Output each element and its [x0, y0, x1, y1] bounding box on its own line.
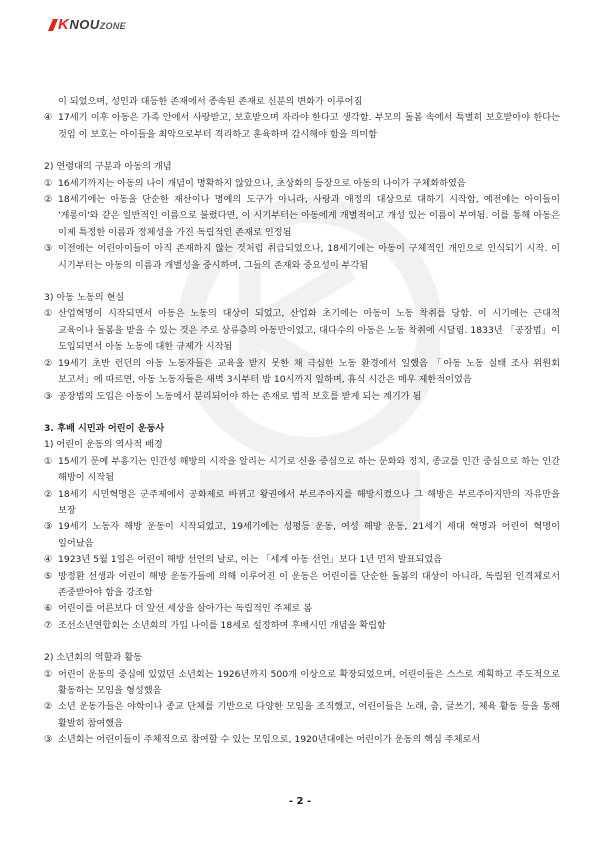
- document-body: [44, 94, 560, 749]
- list-item: ② 18세기에는 아동을 단순한 재산이나 명예의 도구가 아니라, 사랑과 애정의 대상으로 대하기 시작함, 예전에는 아이들이 '게롱이'와 같은 일반적인 이름으로 불렸다면, 이 시기부터는 아동에게 개별적이고 개성 있는 이름이 부여됨. 이를 통해 아동은 이제 특정한 이름과 정체성을 가진 독립적인 존재로 인정됨: [44, 194, 560, 238]
- section-heading: 3) 아동 노동의 현실: [44, 292, 125, 304]
- list-item: ① 15세기 문예 부흥기는 인간성 해방의 시작을 알리는 시기로 신을 중심으로 하는 문화와 정치, 종교를 인간 중심으로 하는 인간 해방이 시작됨: [44, 455, 560, 484]
- list-item: ② 18세기 시민혁명은 군주제에서 공화제로 바뀌고 왕권에서 부르주아지를 해방시켰으나 그 해방은 부르주아지만의 자유만을 보장: [44, 488, 560, 516]
- list-item: ④ 1923년 5월 1일은 어린이 해방 선언의 날로, 이는 「세계 아동 선언」보다 1년 먼저 발표되었음: [44, 554, 443, 566]
- list-item: ③ 19세기 노동자 해방 운동이 시작되었고, 19세기에는 성평등 운동, 여성 해방 운동, 21세기 세대 혁명과 어린이 혁명이 일어났음: [44, 521, 560, 549]
- list-item: ④ 17세기 이후 아동은 가족 안에서 사랑받고, 보호받으며 자라야 한다고 생각함. 부모의 돌봄 속에서 특별히 보호받아야 한다는 것임 이 보호는 아이들을 최악으로부터 격리하고 훈육하며 감시해야 함을 의미함: [44, 112, 560, 140]
- list-item: ② 19세기 초반 런던의 아동 노동자들은 교육을 받지 못한 채 극심한 노동 환경에서 일했음 「아동 노동 실태 조사 위원회 보고서」에 따르면, 아동 노동자들은 새벽 3시부터 밤 10시까지 일하며, 휴식 시간은 매우 제한적이었음: [44, 357, 560, 386]
- page-number: - 2 -: [288, 796, 312, 807]
- list-item: ⑦ 조선소년연합회는 소년회의 가입 나이를 18세로 설정하며 후배시민 개념을 확립함: [44, 619, 386, 631]
- section-heading: 2) 소년회의 역할과 활동: [44, 652, 143, 664]
- list-item: ③ 공장법의 도입은 아동이 노동에서 분리되어야 하는 존재로 법적 보호를 받게 되는 계기가 됨: [44, 390, 422, 402]
- list-item: ① 산업혁명이 시작되면서 아동은 노동의 대상이 되었고, 산업화 초기에는 아동이 노동 착취를 당함. 이 시기에는 근대적 교육이나 돌봄을 받을 수 있는 것은 주로 상류층의 아동만이었고, 대다수의 아동은 노동 착취에 시달림. 1833년 「공장법」이 도입되면서 아동 노동에 대한 규제가 시작됨: [44, 308, 560, 353]
- list-item: ① 16세기까지는 아동의 나이 개념이 명확하지 않았으나, 초상화의 등장으로 아동의 나이가 구체화하였음: [44, 177, 466, 189]
- list-item: ③ 이전에는 어린아이들이 아직 존재하지 않는 것처럼 취급되었으나, 18세기에는 아동이 구체적인 개인으로 인식되기 시작. 이 시기부터는 아동의 이름과 개별성을 중시하며, 그들의 존재와 중요성이 부각됨: [44, 243, 560, 271]
- list-item: ③ 소년회는 어린이들이 주체적으로 참여할 수 있는 모임으로, 1920년대에는 어린이가 운동의 핵심 주체로서: [44, 734, 481, 746]
- section-heading: 2) 연령대의 구분과 아동의 개념: [44, 161, 172, 173]
- list-item: ⑤ 방정환 선생과 어린이 해방 운동가들에 의해 이루어진 이 운동은 어린이를 단순한 돌봄의 대상이 아니라, 독립된 인격체로서 존중받아야 함을 강조함: [44, 570, 560, 598]
- logo-text: KNOUZONE: [58, 16, 126, 33]
- list-item: ⑥ 어린이를 어른보다 더 앞선 세상을 살아가는 독립적인 주체로 봄: [44, 603, 313, 615]
- chapter-heading: 3. 후배 시민과 어린이 운동사: [44, 422, 165, 434]
- list-item: ② 소년 운동가들은 야학이나 종교 단체를 기반으로 다양한 모임을 조직했고, 어린이들은 노래, 춤, 글쓰기, 체육 활동 등을 통해 활발히 참여했음: [44, 701, 560, 729]
- continued-line: 이 되었으며, 성인과 대등한 존재에서 종속된 존재로 신분의 변화가 이루어짐: [58, 96, 363, 107]
- knouzone-logo: [46, 16, 126, 33]
- list-item: ① 어린이 운동의 중심에 있었던 소년회는 1926년까지 500개 이상으로 확장되었으며, 어린이들은 스스로 계획하고 주도적으로 활동하는 모임을 형성했음: [44, 668, 560, 696]
- section-heading: 1) 어린이 운동의 역사적 배경: [44, 439, 163, 451]
